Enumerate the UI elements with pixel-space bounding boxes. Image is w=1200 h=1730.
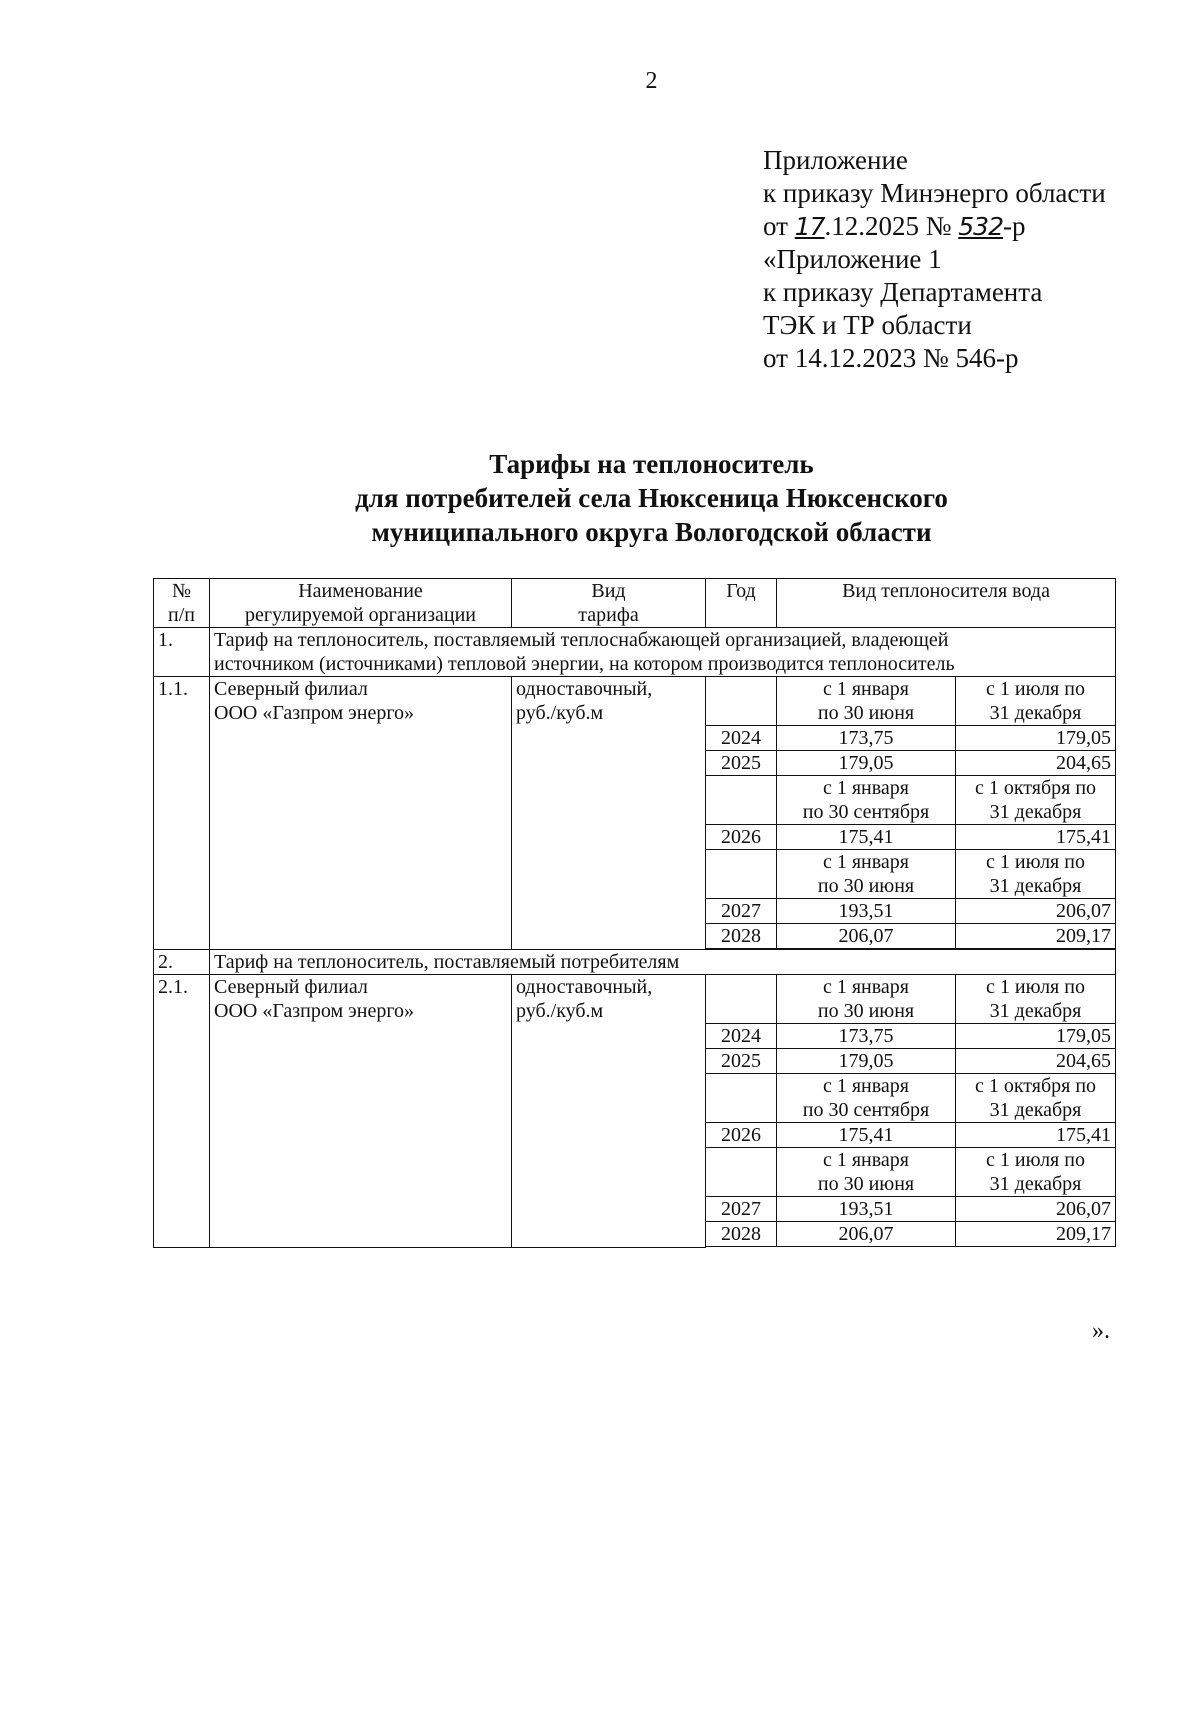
value-cell: 179,05	[777, 1049, 956, 1074]
year-cell	[706, 1148, 777, 1197]
value-cell: 209,17	[956, 1222, 1116, 1247]
header-organization: Наименование регулируемой организации	[210, 579, 512, 628]
period-cell: с 1 января по 30 июня	[777, 677, 956, 726]
appendix-line: к приказу Минэнерго области	[763, 178, 1106, 208]
period-cell: с 1 января по 30 сентября	[777, 1074, 956, 1123]
year-cell: 2027	[706, 1197, 777, 1222]
tariff-type-cell: одноставочный, руб./куб.м	[512, 975, 706, 1248]
header-no: № п/п	[154, 579, 210, 628]
value-cell: 206,07	[777, 924, 956, 949]
period-cell: с 1 января по 30 июня	[777, 1148, 956, 1197]
period-cell: с 1 июля по 31 декабря	[956, 677, 1116, 726]
year-cell	[706, 850, 777, 899]
tariff-table	[153, 578, 1116, 1248]
document-title	[0, 447, 1200, 549]
period-cell: с 1 января по 30 июня	[777, 975, 956, 1024]
handwritten-number: 532	[958, 212, 1003, 241]
organization-cell: Северный филиал ООО «Газпром энерго»	[210, 975, 512, 1248]
table-row	[154, 677, 1116, 726]
appendix-date: .12.2025 №	[824, 211, 952, 241]
year-cell: 2026	[706, 1123, 777, 1148]
value-cell: 206,07	[956, 899, 1116, 924]
value-cell: 173,75	[777, 1024, 956, 1049]
year-cell: 2028	[706, 1222, 777, 1247]
value-cell: 173,75	[777, 726, 956, 751]
appendix-line: Приложение	[763, 145, 908, 175]
value-cell: 209,17	[956, 924, 1116, 949]
appendix-line: ТЭК и ТР области	[763, 310, 972, 340]
period-cell: с 1 июля по 31 декабря	[956, 850, 1116, 899]
year-cell: 2024	[706, 726, 777, 751]
appendix-block	[763, 144, 1106, 375]
value-cell: 206,07	[777, 1222, 956, 1247]
header-tariff-type: Вид тарифа	[512, 579, 706, 628]
title-line: муниципального округа Вологодской области	[371, 517, 932, 547]
value-cell: 175,41	[777, 1123, 956, 1148]
row-no: 2.1.	[154, 975, 210, 1248]
value-cell: 179,05	[956, 726, 1116, 751]
year-cell: 2026	[706, 825, 777, 850]
period-cell: с 1 июля по 31 декабря	[956, 975, 1116, 1024]
title-line: для потребителей села Нюксеница Нюксенского	[355, 483, 948, 513]
appendix-suffix: -р	[1003, 211, 1026, 241]
section-no: 2.	[154, 950, 210, 975]
value-cell: 206,07	[956, 1197, 1116, 1222]
year-cell: 2024	[706, 1024, 777, 1049]
value-cell: 175,41	[777, 825, 956, 850]
appendix-line: к приказу Департамента	[763, 277, 1043, 307]
value-cell: 204,65	[956, 751, 1116, 776]
page-number: 2	[645, 68, 658, 94]
period-cell: с 1 января по 30 июня	[777, 850, 956, 899]
value-cell: 179,05	[777, 751, 956, 776]
year-cell	[706, 975, 777, 1024]
section-heading-row	[154, 950, 1116, 975]
organization-cell: Северный филиал ООО «Газпром энерго»	[210, 677, 512, 950]
year-cell: 2025	[706, 1049, 777, 1074]
period-cell: с 1 октября по 31 декабря	[956, 776, 1116, 825]
year-cell: 2025	[706, 751, 777, 776]
section-heading: Тариф на теплоноситель, поставляемый теплоснабжающей организацией, владеющей источником (источниками) тепловой энергии, на котором производится теплоноситель	[210, 628, 1116, 677]
value-cell: 204,65	[956, 1049, 1116, 1074]
tariff-type-cell: одноставочный, руб./куб.м	[512, 677, 706, 950]
row-no: 1.1.	[154, 677, 210, 950]
section-heading: Тариф на теплоноситель, поставляемый потребителям	[210, 950, 1116, 975]
value-cell: 175,41	[956, 1123, 1116, 1148]
value-cell: 179,05	[956, 1024, 1116, 1049]
header-water: Вид теплоносителя вода	[777, 579, 1116, 628]
period-cell: с 1 января по 30 сентября	[777, 776, 956, 825]
appendix-line: от 14.12.2023 № 546-р	[763, 343, 1019, 373]
period-cell: с 1 июля по 31 декабря	[956, 1148, 1116, 1197]
value-cell: 175,41	[956, 825, 1116, 850]
appendix-order-line	[763, 210, 1106, 243]
header-year: Год	[706, 579, 777, 628]
year-cell	[706, 776, 777, 825]
table-header-row	[154, 579, 1116, 628]
section-no: 1.	[154, 628, 210, 677]
section-heading-row	[154, 628, 1116, 677]
value-cell: 193,51	[777, 899, 956, 924]
value-cell: 193,51	[777, 1197, 956, 1222]
closing-quote-mark: ».	[1092, 1318, 1110, 1344]
year-cell: 2027	[706, 899, 777, 924]
title-line: Тарифы на теплоноситель	[489, 449, 814, 479]
handwritten-day: 17	[794, 212, 825, 241]
year-cell	[706, 1074, 777, 1123]
year-cell	[706, 677, 777, 726]
table-row	[154, 975, 1116, 1024]
period-cell: с 1 октября по 31 декабря	[956, 1074, 1116, 1123]
year-cell: 2028	[706, 924, 777, 949]
appendix-prefix: от	[763, 211, 788, 241]
appendix-line: «Приложение 1	[763, 244, 942, 274]
